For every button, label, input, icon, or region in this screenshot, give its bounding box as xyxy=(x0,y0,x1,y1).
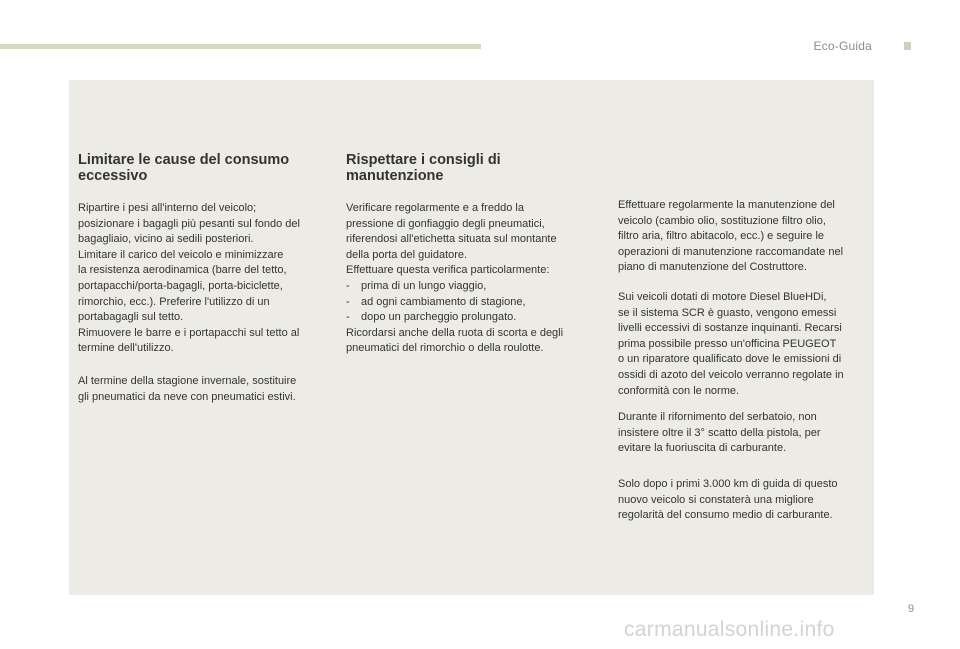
list-item xyxy=(346,310,596,326)
scr-system-paragraph: Sui veicoli dotati di motore Diesel BlueHDi, se il sistema SCR è guasto, vengono emessi livelli eccessivi di sostanze inquinanti. Recarsi prima possibile presso un'officina PEUGEOT o un riparatore qualificato dove le emissioni di ossidi di azoto del veicolo verranno regolate in conformità con le norme. xyxy=(618,290,844,397)
section-marker-square xyxy=(904,42,911,50)
running-in-paragraph: Solo dopo i primi 3.000 km di guida di questo nuovo veicolo si constaterà una migliore regolarità del consumo medio di carburante. xyxy=(618,477,838,522)
list-item xyxy=(346,279,596,295)
header-accent-bar xyxy=(0,44,481,49)
left-column xyxy=(78,152,333,405)
spare-wheel-paragraph: Ricordarsi anche della ruota di scorta e degli pneumatici del rimorchio o della roulotte. xyxy=(346,326,564,355)
right-column xyxy=(618,198,868,524)
maintenance-paragraph: Effettuare regolarmente la manutenzione del veicolo (cambio olio, sostituzione filtro olio, filtro aria, filtro abitacolo, ecc.) e seguire le operazioni di manutenzione raccomandate nel piano di manutenzione del Costruttore. xyxy=(618,199,844,274)
bullet-text: prima di un lungo viaggio, xyxy=(361,279,487,292)
list-item xyxy=(346,295,596,311)
left-column-title: Limitare le cause del consumo eccessivo xyxy=(78,152,290,184)
bullet-text: ad ogni cambiamento di stagione, xyxy=(361,295,526,308)
watermark-text: carmanualsonline.info xyxy=(624,618,835,641)
bullet-text: dopo un parcheggio prolungato. xyxy=(361,311,517,324)
refuelling-paragraph: Durante il rifornimento del serbatoio, non insistere oltre il 3° scatto della pistola, per evitare la fuoriuscita di carburante. xyxy=(618,411,821,455)
load-advice-paragraph: Ripartire i pesi all'interno del veicolo; posizionare i bagagli più pesanti sul fondo del bagagliaio, vicino ai sedili posteriori. Limitare il carico del veicolo e minimizzare la resistenza aerodinamica (barre del tetto, portapacchi/porta-bagagli, porta-biciclette, rimorchio, ecc.). Preferire l'utilizzo di un portabagagli sul tetto. Rimuovere le barre e i portapacchi sul tetto al termine dell'utilizzo. xyxy=(78,202,300,355)
bullet-dash: - xyxy=(346,295,350,308)
middle-column xyxy=(346,152,596,357)
middle-column-title: Rispettare i consigli di manutenzione xyxy=(346,152,501,184)
check-bullet-list xyxy=(346,279,596,326)
section-title: Eco-Guida xyxy=(813,39,872,53)
tyre-season-paragraph: Al termine della stagione invernale, sostituire gli pneumatici da neve con pneumatici estivi. xyxy=(78,374,297,403)
page-number: 9 xyxy=(908,603,915,615)
tyre-pressure-paragraph: Verificare regolarmente e a freddo la pressione di gonfiaggio degli pneumatici, riferendosi all'etichetta situata sul montante della porta del guidatore. Effettuare questa verifica particolarmente: xyxy=(346,202,557,277)
bullet-dash: - xyxy=(346,279,350,292)
bullet-dash: - xyxy=(346,311,350,324)
